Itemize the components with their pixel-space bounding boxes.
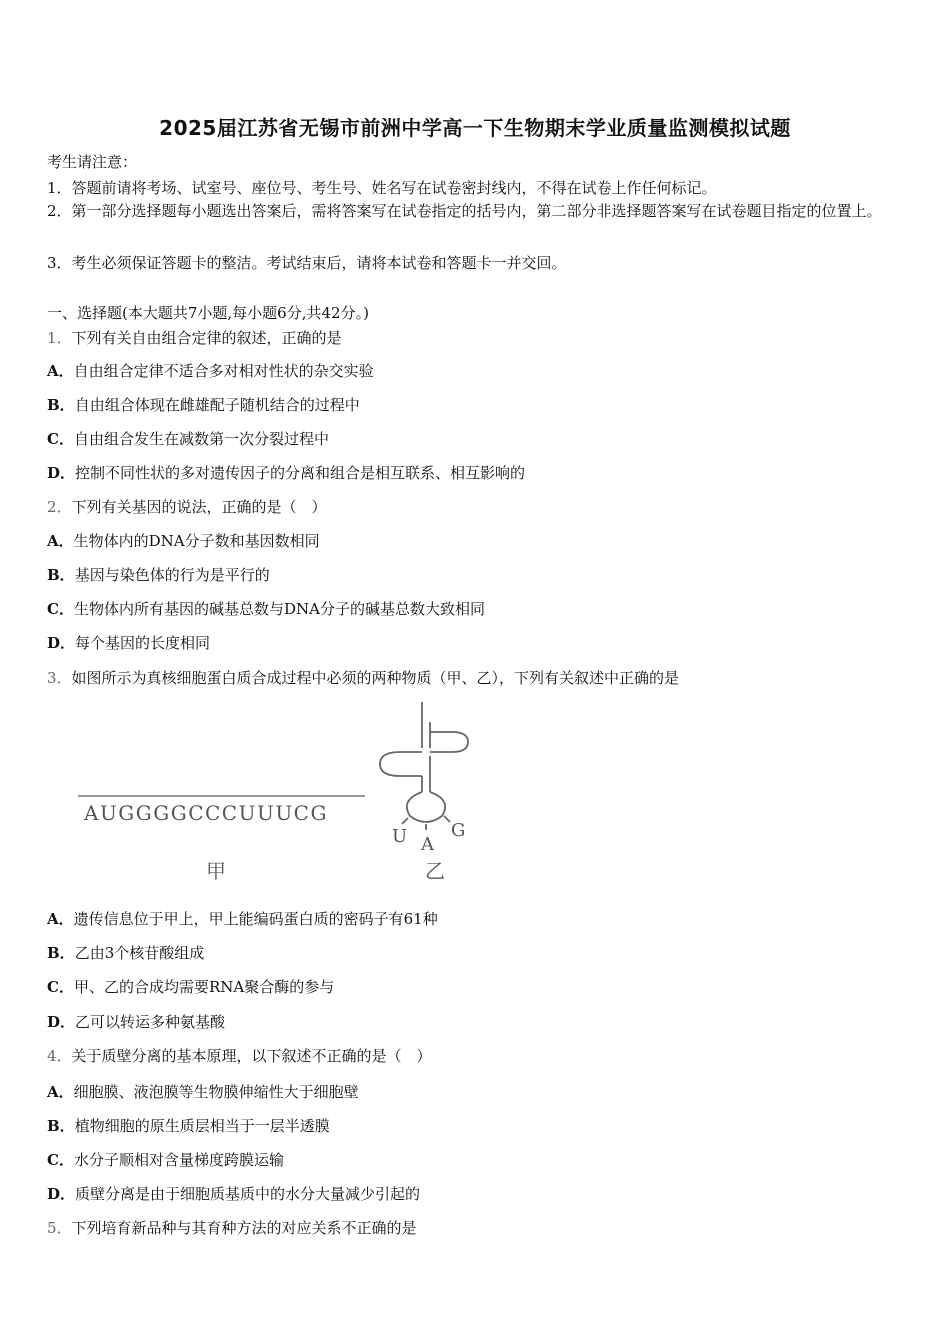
option-key: C． <box>47 978 74 996</box>
question-stem: 下列培育新品种与其育种方法的对应关系不正确的是 <box>71 1219 417 1237</box>
notice-item-2: 2．第一部分选择题每小题选出答案后，需将答案写在试卷指定的括号内，第二部分非选择题答案写在试卷题目指定的位置上。 <box>47 202 882 220</box>
question-5 <box>47 1217 417 1238</box>
mrna-sequence: AUGGGGCCCUUUCG <box>84 801 328 825</box>
q2-option-c <box>47 598 485 619</box>
question-number: 3． <box>47 669 72 687</box>
question-2 <box>47 496 327 517</box>
question-number: 4． <box>47 1047 72 1065</box>
section-heading: 一、选择题(本大题共7小题,每小题6分,共42分。) <box>47 304 369 322</box>
option-text: 自由组合定律不适合多对相对性状的杂交实验 <box>73 362 374 380</box>
option-text: 每个基因的长度相同 <box>75 634 211 652</box>
figure-svg <box>70 700 490 885</box>
q3-option-c <box>47 976 334 997</box>
label-yi: 乙 <box>425 859 445 883</box>
option-key: D． <box>47 1185 76 1203</box>
question-3 <box>47 667 679 688</box>
option-text: 基因与染色体的行为是平行的 <box>74 566 270 584</box>
option-text: 生物体内的DNA分子数和基因数相同 <box>73 532 320 550</box>
page-title: 2025届江苏省无锡市前洲中学高一下生物期末学业质量监测模拟试题 <box>159 116 791 140</box>
option-text: 乙由3个核苷酸组成 <box>74 944 205 962</box>
option-text: 质壁分离是由于细胞质基质中的水分大量减少引起的 <box>75 1185 421 1203</box>
option-key: A． <box>47 362 74 380</box>
q1-option-d <box>47 462 525 483</box>
question-1 <box>47 327 342 348</box>
notice-item-3: 3．考生必须保证答题卡的整洁。考试结束后，请将本试卷和答题卡一并交回。 <box>47 254 567 272</box>
anticodon-base-1: U <box>392 826 408 847</box>
option-text: 甲、乙的合成均需要RNA聚合酶的参与 <box>73 978 335 996</box>
option-text: 水分子顺相对含量梯度跨膜运输 <box>73 1151 284 1169</box>
question-number: 1． <box>47 329 72 347</box>
q3-option-a <box>47 908 438 929</box>
option-key: B． <box>47 396 75 414</box>
question-stem: 下列有关基因的说法，正确的是（ ） <box>71 498 327 516</box>
option-key: A． <box>47 910 74 928</box>
anticodon-base-3: G <box>451 820 466 841</box>
option-text: 植物细胞的原生质层相当于一层半透膜 <box>74 1117 330 1135</box>
q1-option-b <box>47 394 360 415</box>
option-text: 遗传信息位于甲上，甲上能编码蛋白质的密码子有61种 <box>73 910 438 928</box>
anticodon-base-2: A <box>421 834 434 855</box>
option-key: C． <box>47 600 74 618</box>
option-key: D． <box>47 464 76 482</box>
option-text: 生物体内所有基因的碱基总数与DNA分子的碱基总数大致相同 <box>73 600 485 618</box>
option-text: 自由组合体现在雌雄配子随机结合的过程中 <box>74 396 360 414</box>
q2-option-a <box>47 530 320 551</box>
question-4 <box>47 1045 432 1066</box>
option-text: 自由组合发生在减数第一次分裂过程中 <box>73 430 329 448</box>
q3-option-d <box>47 1011 225 1032</box>
q3-option-b <box>47 942 204 963</box>
option-key: B． <box>47 944 75 962</box>
option-key: C． <box>47 1151 74 1169</box>
q1-option-a <box>47 360 374 381</box>
notice-heading: 考生请注意： <box>47 153 138 171</box>
q4-option-d <box>47 1183 420 1204</box>
question-number: 5． <box>47 1219 72 1237</box>
mrna-trna-figure <box>70 700 490 885</box>
question-number: 2． <box>47 498 72 516</box>
trna-cloverleaf-shape <box>380 702 468 830</box>
notice-item-1: 1．答题前请将考场、试室号、座位号、考生号、姓名写在试卷密封线内，不得在试卷上作任何标记。 <box>47 179 717 197</box>
option-key: D． <box>47 1013 76 1031</box>
q1-option-c <box>47 428 329 449</box>
option-text: 细胞膜、液泡膜等生物膜伸缩性大于细胞壁 <box>73 1083 359 1101</box>
q4-option-b <box>47 1115 330 1136</box>
option-key: A． <box>47 532 74 550</box>
option-text: 乙可以转运多种氨基酸 <box>75 1013 226 1031</box>
option-key: C． <box>47 430 74 448</box>
q4-option-c <box>47 1149 284 1170</box>
q2-option-b <box>47 564 270 585</box>
question-stem: 下列有关自由组合定律的叙述，正确的是 <box>71 329 342 347</box>
q2-option-d <box>47 632 210 653</box>
option-key: D． <box>47 634 76 652</box>
label-jia: 甲 <box>206 859 226 883</box>
question-stem: 如图所示为真核细胞蛋白质合成过程中必须的两种物质（甲、乙），下列有关叙述中正确的是 <box>71 669 680 687</box>
option-key: B． <box>47 1117 75 1135</box>
question-stem: 关于质壁分离的基本原理，以下叙述不正确的是（ ） <box>71 1047 432 1065</box>
q4-option-a <box>47 1081 359 1102</box>
option-key: A． <box>47 1083 74 1101</box>
option-text: 控制不同性状的多对遗传因子的分离和组合是相互联系、相互影响的 <box>75 464 526 482</box>
option-key: B． <box>47 566 75 584</box>
